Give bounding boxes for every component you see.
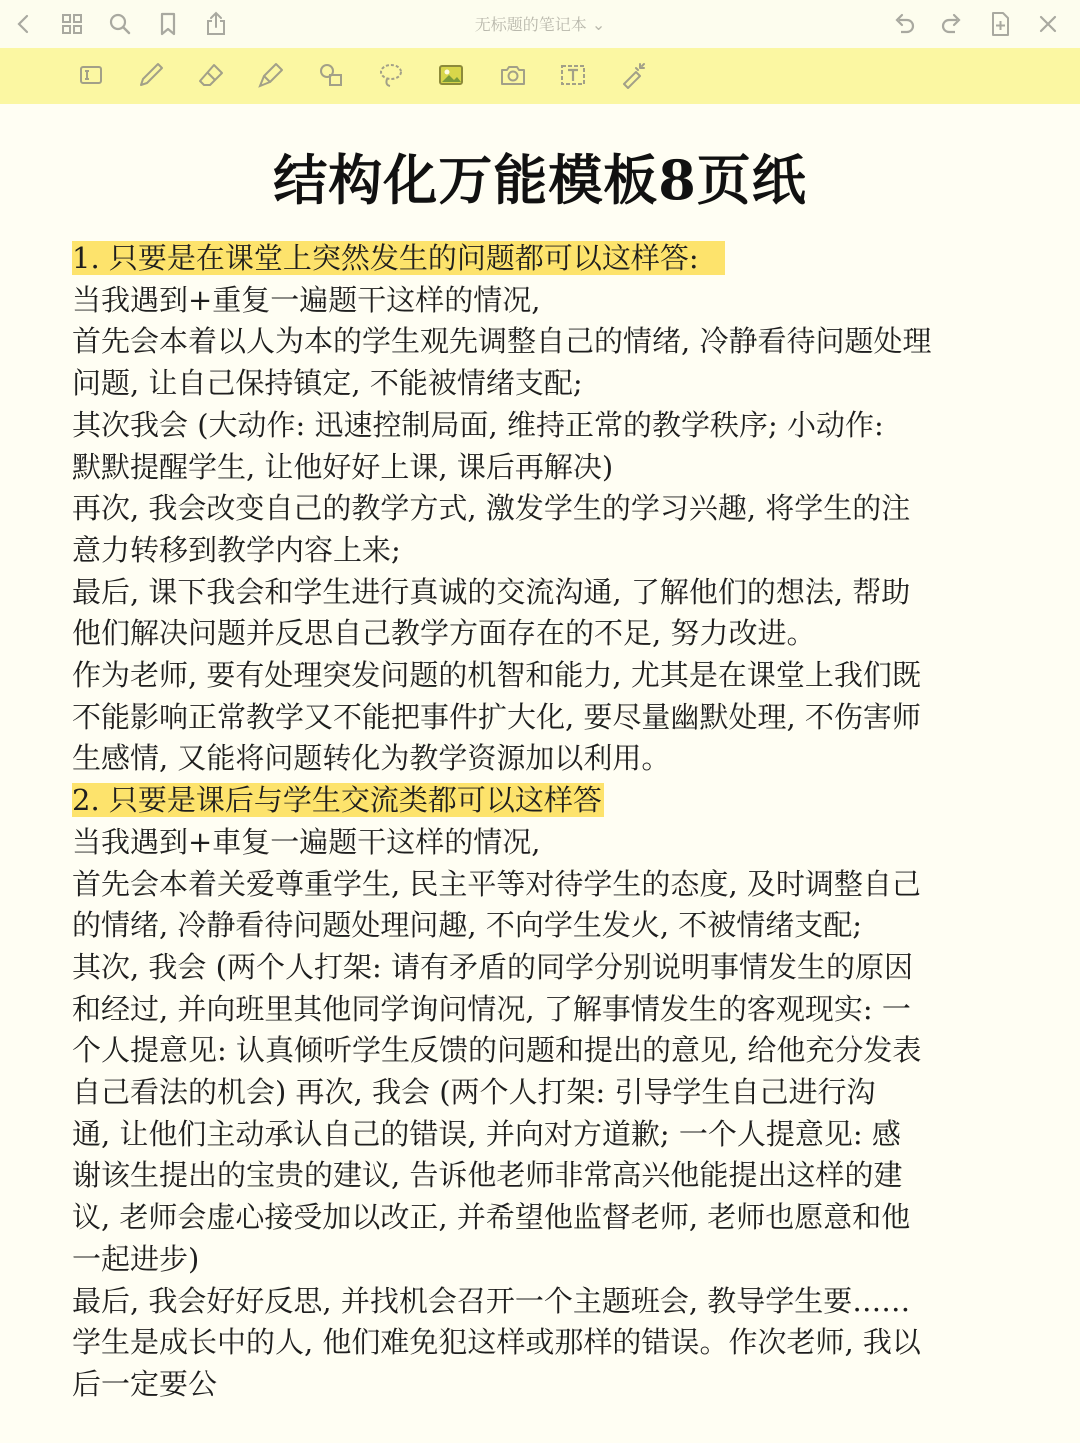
shapes-icon[interactable] — [316, 60, 346, 90]
page-title: 结构化万能模板8页纸 — [273, 148, 807, 212]
text-line: 意力转移到教学内容上来; — [72, 532, 401, 567]
text-line: 最后, 课下我会和学生进行真诚的交流沟通, 了解他们的想法, 帮助 — [72, 574, 911, 609]
text-line: 再次, 我会改变自己的教学方式, 激发学生的学习兴趣, 将学生的注 — [72, 491, 911, 526]
text-line: 一起进步) — [72, 1241, 200, 1276]
undo-icon[interactable] — [890, 10, 918, 38]
camera-icon[interactable] — [498, 60, 528, 90]
text-line: 学生是成长中的人, 他们难免犯这样或那样的错误。作次老师, 我以 — [72, 1325, 921, 1360]
text-line: 不能影响正常教学又不能把事件扩大化, 要尽量幽默处理, 不伤害师 — [72, 699, 921, 734]
text-line: 议, 老师会虚心接受加以改正, 并希望他监督老师, 老师也愿意和他 — [72, 1200, 911, 1235]
text-line: 其次我会 (大动作: 迅速控制局面, 维持正常的教学秩序; 小动作: — [72, 407, 884, 442]
section-heading-1: 1. 只要是在课堂上突然发生的问题都可以这样答: — [72, 238, 984, 280]
text-line: 自己看法的机会) 再次, 我会 (两个人打架: 引导学生自己进行沟 — [72, 1075, 876, 1110]
notebook-title[interactable]: 无标题的笔记本 ⌄ — [474, 15, 606, 34]
text-select-icon[interactable] — [76, 60, 106, 90]
drawing-toolbar — [0, 48, 1080, 104]
laser-pointer-icon[interactable] — [618, 60, 648, 90]
text-line: 的情绪, 冷静看待问题处理问趣, 不向学生发火, 不被情绪支配; — [72, 908, 863, 943]
lasso-icon[interactable] — [376, 60, 406, 90]
note-body — [72, 238, 984, 1406]
pen-icon[interactable] — [136, 60, 166, 90]
add-page-icon[interactable] — [986, 10, 1014, 38]
text-line: 通, 让他们主动承认自己的错误, 并向对方道歉; 一个人提意见: 感 — [72, 1116, 901, 1151]
image-icon[interactable] — [436, 60, 466, 90]
text-line: 问题, 让自己保持镇定, 不能被情绪支配; — [72, 366, 583, 401]
text-line: 首先会本着以人为本的学生观先调整自己的情绪, 冷静看待问题处理 — [72, 324, 932, 359]
text-line: 最后, 我会好好反思, 并找机会召开一个主题班会, 教导学生要…… — [72, 1283, 911, 1318]
text-line: 当我遇到+重复一遍题干这样的情况, — [72, 282, 541, 317]
text-line: 和经过, 并向班里其他同学询问情况, 了解事情发生的客观现实: 一 — [72, 991, 911, 1026]
text-line: 后一定要公 — [72, 1366, 218, 1401]
text-line: 他们解决问题并反思自己教学方面存在的不足, 努力改进。 — [72, 616, 816, 651]
text-line: 其次, 我会 (两个人打架: 请有矛盾的同学分别说明事情发生的原因 — [72, 949, 913, 984]
redo-icon[interactable] — [938, 10, 966, 38]
text-line: 生感情, 又能将问题转化为教学资源加以利用。 — [72, 741, 671, 776]
text-line: 默默提醒学生, 让他好好上课, 课后再解决) — [72, 449, 614, 484]
eraser-icon[interactable] — [196, 60, 226, 90]
section-heading-2: 2. 只要是课后与学生交流类都可以这样答 — [72, 783, 602, 818]
text-line: 首先会本着关爱尊重学生, 民主平等对待学生的态度, 及时调整自己 — [72, 866, 921, 901]
highlighter-icon[interactable] — [256, 60, 286, 90]
text-line: 当我遇到+車复一遍题干这样的情况, — [72, 824, 541, 859]
text-line: 谢该生提出的宝贵的建议, 告诉他老师非常高兴他能提出这样的建 — [72, 1158, 903, 1193]
text-line: 作为老师, 要有处理突发问题的机智和能力, 尤其是在课堂上我们既 — [72, 658, 921, 693]
text-line: 个人提意见: 认真倾听学生反馈的问题和提出的意见, 给他充分发表 — [72, 1033, 922, 1068]
textbox-icon[interactable] — [558, 60, 588, 90]
top-bar — [0, 0, 1080, 48]
close-icon[interactable] — [1034, 10, 1062, 38]
